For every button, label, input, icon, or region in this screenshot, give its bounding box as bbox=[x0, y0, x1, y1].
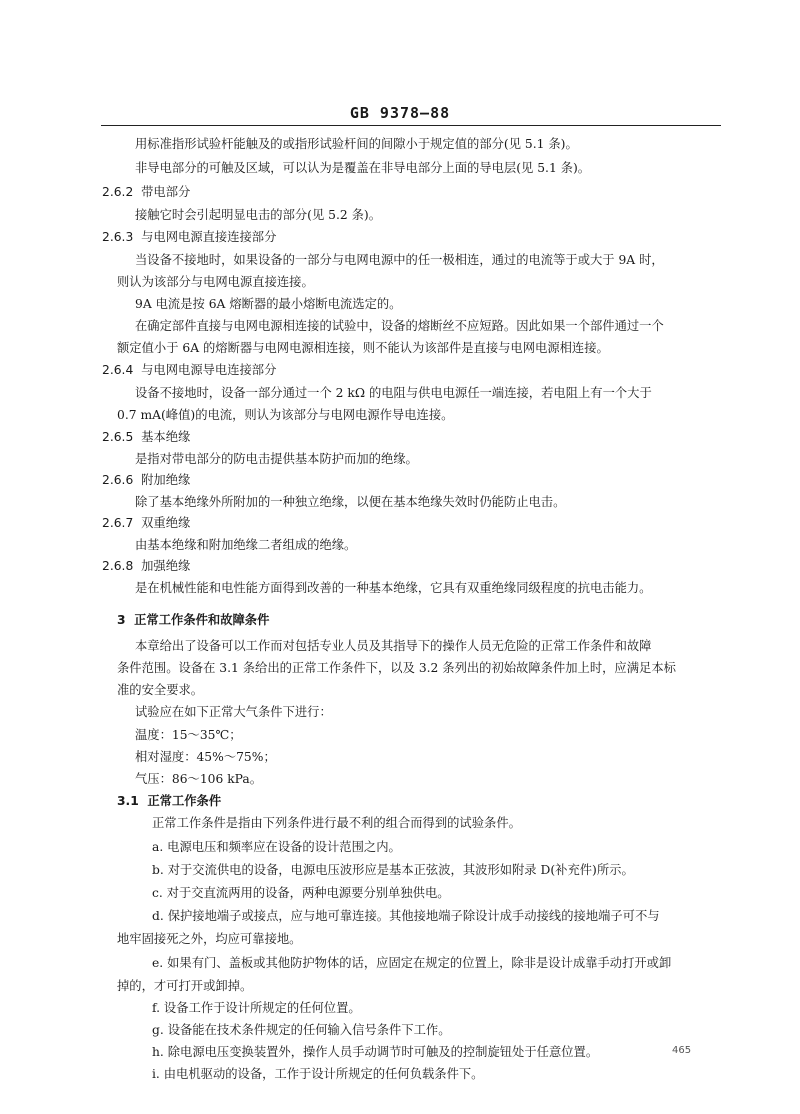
body-line: 是指对带电部分的防电击提供基本防护而加的绝缘。 bbox=[135, 452, 418, 466]
section-title: 双重绝缘 bbox=[141, 516, 191, 530]
list-item-a: a. 电源电压和频率应在设备的设计范围之内。 bbox=[152, 840, 401, 854]
condition-humidity: 相对湿度：45%～75%； bbox=[135, 750, 276, 764]
condition-temperature: 温度：15～35℃； bbox=[135, 728, 242, 742]
section-number: 2.6.7 bbox=[102, 516, 134, 530]
body-line: 接触它时会引起明显电击的部分(见 5.2 条)。 bbox=[135, 208, 382, 222]
section-heading-3-1 bbox=[117, 793, 221, 809]
list-item-d-cont: 地牢固接死之外，均应可靠接地。 bbox=[117, 932, 302, 946]
body-line: 当设备不接地时，如果设备的一部分与电网电源中的任一极相连，通过的电流等于或大于 9A 时， bbox=[135, 253, 664, 267]
body-line: 设备不接地时，设备一部分通过一个 2 kΩ 的电阻与供电电源任一端连接，若电阻上有一个大于 bbox=[135, 386, 652, 400]
list-item-f: f. 设备工作于设计所规定的任何位置。 bbox=[152, 1001, 361, 1015]
body-line: 额定值小于 6A 的熔断器与电网电源相连接，则不能认为该部件是直接与电网电源相连接。 bbox=[117, 341, 609, 355]
body-line: 非导电部分的可触及区域，可以认为是覆盖在非导电部分上面的导电层(见 5.1 条)。 bbox=[135, 161, 591, 175]
list-item-e-cont: 掉的，才可打开或卸掉。 bbox=[117, 979, 253, 993]
section-title: 与电网电源导电连接部分 bbox=[141, 363, 277, 377]
list-item-g: g. 设备能在技术条件规定的任何输入信号条件下工作。 bbox=[152, 1023, 451, 1037]
body-line: 9A 电流是按 6A 熔断器的最小熔断电流选定的。 bbox=[135, 297, 402, 311]
body-line: 用标准指形试验杆能触及的或指形试验杆间的间隙小于规定值的部分(见 5.1 条)。 bbox=[135, 137, 578, 151]
body-line: 除了基本绝缘外所附加的一种独立绝缘，以便在基本绝缘失效时仍能防止电击。 bbox=[135, 495, 566, 509]
section-heading-2-6-5 bbox=[102, 429, 190, 445]
section-heading-2-6-3 bbox=[102, 229, 276, 245]
section-heading-2-6-7 bbox=[102, 515, 190, 531]
section-title: 带电部分 bbox=[141, 185, 191, 199]
section-title: 正常工作条件和故障条件 bbox=[134, 612, 270, 627]
list-item-i: i. 由电机驱动的设备，工作于设计所规定的任何负载条件下。 bbox=[152, 1067, 484, 1081]
body-line: 由基本绝缘和附加绝缘二者组成的绝缘。 bbox=[135, 538, 357, 552]
body-line: 是在机械性能和电性能方面得到改善的一种基本绝缘，它具有双重绝缘同级程度的抗电击能力。 bbox=[135, 581, 652, 595]
body-line: 在确定部件直接与电网电源相连接的试验中，设备的熔断丝不应短路。因此如果一个部件通过一个 bbox=[135, 319, 664, 333]
section-number: 3.1 bbox=[117, 794, 139, 808]
section-number: 2.6.4 bbox=[102, 363, 134, 377]
header-rule bbox=[101, 125, 721, 126]
body-line: 准的安全要求。 bbox=[117, 683, 204, 697]
condition-pressure: 气压：86～106 kPa。 bbox=[135, 772, 263, 786]
section-heading-2-6-2 bbox=[102, 184, 190, 200]
page-number: 465 bbox=[672, 1045, 692, 1056]
section-number: 2.6.5 bbox=[102, 430, 134, 444]
body-line: 正常工作条件是指由下列条件进行最不利的组合而得到的试验条件。 bbox=[152, 816, 521, 830]
section-title: 加强绝缘 bbox=[141, 559, 191, 573]
list-item-h: h. 除电源电压变换装置外，操作人员手动调节时可触及的控制旋钮处于任意位置。 bbox=[152, 1045, 599, 1059]
list-item-e: e. 如果有门、盖板或其他防护物体的话，应固定在规定的位置上，除非是设计成靠手动打开或卸 bbox=[152, 956, 672, 970]
section-title: 与电网电源直接连接部分 bbox=[141, 230, 277, 244]
document-header: GB 9378—88 bbox=[349, 104, 451, 122]
section-number: 2.6.8 bbox=[102, 559, 134, 573]
section-number: 3 bbox=[117, 613, 126, 627]
body-line: 试验应在如下正常大气条件下进行： bbox=[135, 705, 332, 719]
list-item-b: b. 对于交流供电的设备，电源电压波形应是基本正弦波，其波形如附录 D(补充件)所示。 bbox=[152, 863, 634, 877]
section-title: 附加绝缘 bbox=[141, 473, 191, 487]
section-number: 2.6.3 bbox=[102, 230, 134, 244]
list-item-d: d. 保护接地端子或接点，应与地可靠连接。其他接地端子除设计成手动接线的接地端子可不与 bbox=[152, 909, 660, 923]
section-heading-2-6-4 bbox=[102, 362, 276, 378]
body-line: 0.7 mA(峰值)的电流，则认为该部分与电网电源作导电连接。 bbox=[117, 408, 454, 422]
body-line: 本章给出了设备可以工作而对包括专业人员及其指导下的操作人员无危险的正常工作条件和故障 bbox=[135, 639, 652, 653]
section-number: 2.6.2 bbox=[102, 185, 134, 199]
body-line: 则认为该部分与电网电源直接连接。 bbox=[117, 275, 314, 289]
section-title: 基本绝缘 bbox=[141, 430, 191, 444]
section-heading-2-6-6 bbox=[102, 472, 190, 488]
body-line: 条件范围。设备在 3.1 条给出的正常工作条件下，以及 3.2 条列出的初始故障条件加上时，应满足本标 bbox=[117, 661, 676, 675]
section-heading-2-6-8 bbox=[102, 558, 190, 574]
list-item-c: c. 对于交直流两用的设备，两种电源要分别单独供电。 bbox=[152, 886, 450, 900]
section-number: 2.6.6 bbox=[102, 473, 134, 487]
section-title: 正常工作条件 bbox=[147, 793, 222, 808]
chapter-heading-3 bbox=[117, 612, 269, 628]
